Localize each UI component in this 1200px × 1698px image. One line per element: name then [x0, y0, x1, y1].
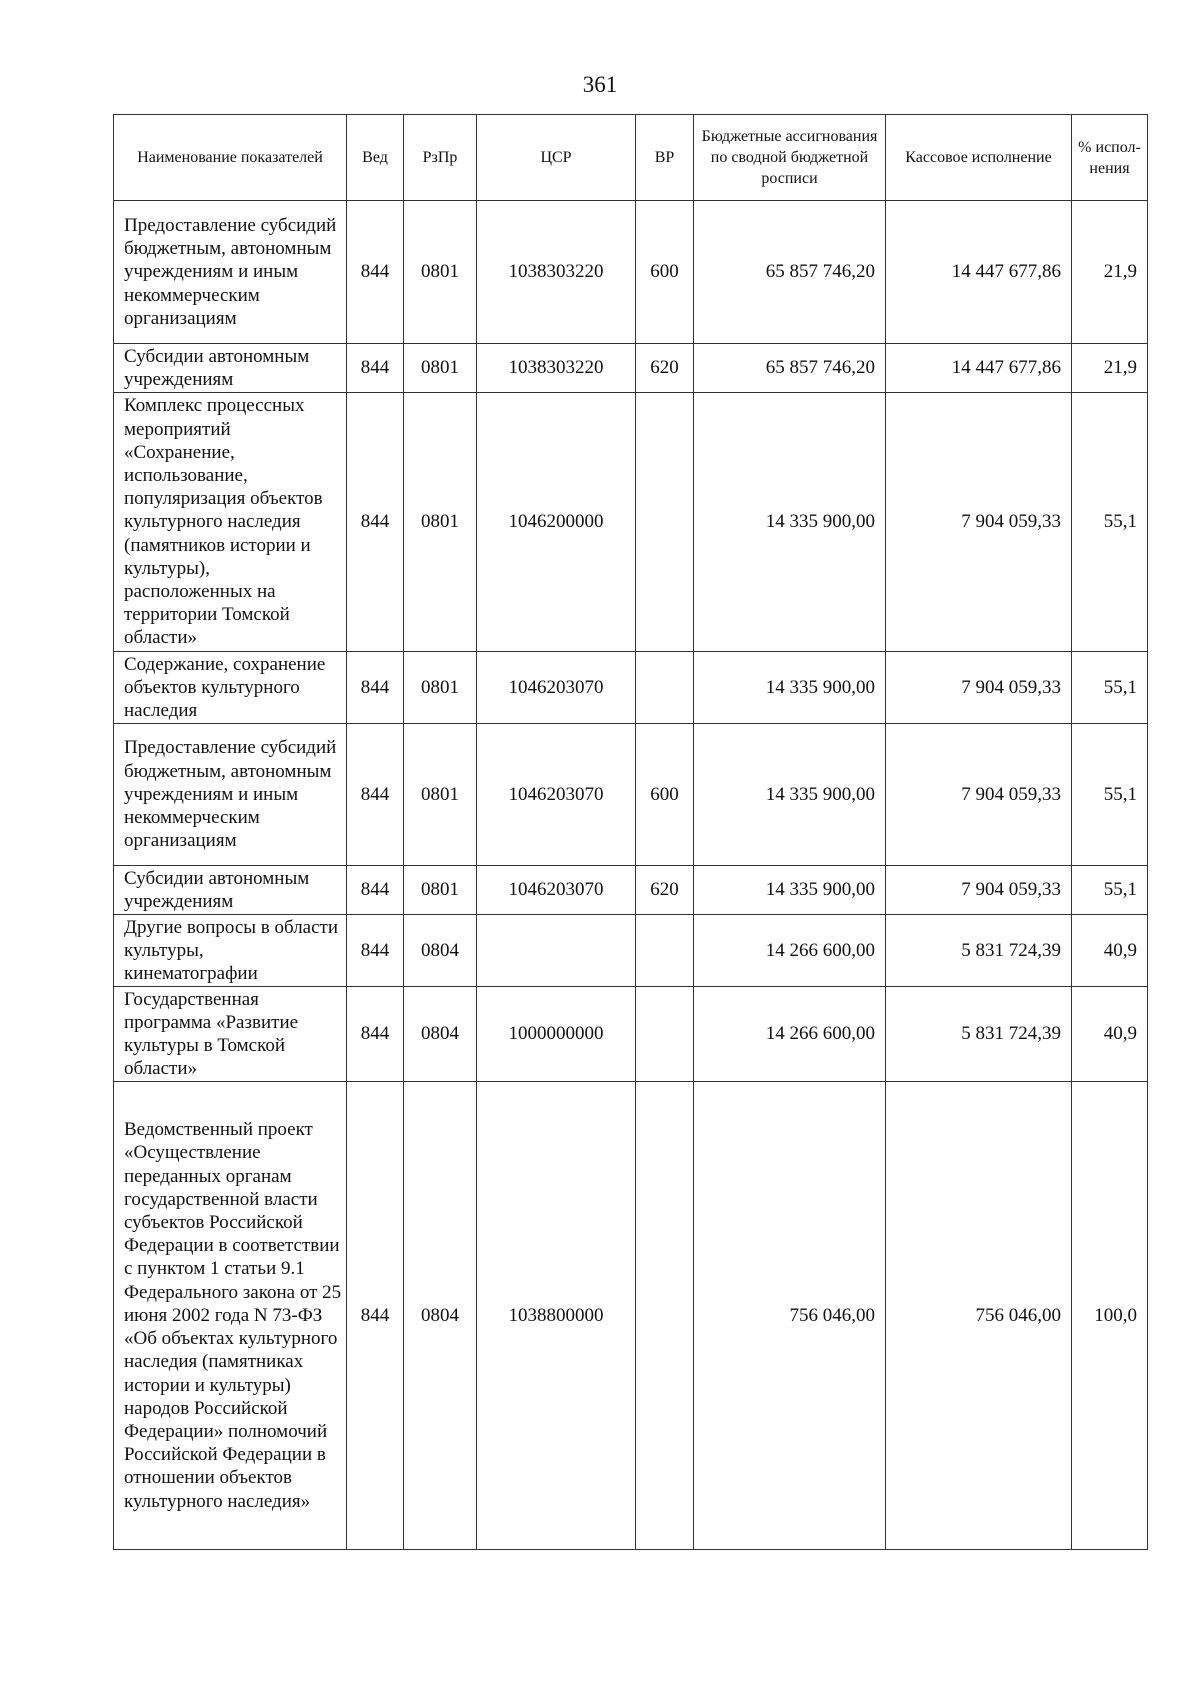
row-budget: 14 335 900,00 — [694, 724, 886, 866]
row-cash: 7 904 059,33 — [886, 652, 1072, 724]
header-ved: Вед — [347, 115, 404, 201]
row-ved: 844 — [347, 1082, 404, 1550]
header-cash: Кассовое исполнение — [886, 115, 1072, 201]
row-name: Содержание, сохранение объектов культурного наследия — [114, 652, 347, 724]
row-name: Комплекс процессных мероприятий «Сохранение, использование, популяризация объектов культурного наследия (памятников истории и культуры), расположенных на территории Томской области» — [114, 393, 347, 652]
row-ved: 844 — [347, 344, 404, 393]
table-row — [114, 866, 1148, 915]
row-vr — [636, 1082, 694, 1550]
row-percent: 40,9 — [1072, 915, 1148, 987]
row-budget: 14 266 600,00 — [694, 915, 886, 987]
header-name: Наименование показателей — [114, 115, 347, 201]
row-cash: 7 904 059,33 — [886, 866, 1072, 915]
row-cash: 5 831 724,39 — [886, 987, 1072, 1082]
row-csr: 1038800000 — [477, 1082, 636, 1550]
row-vr — [636, 652, 694, 724]
row-csr: 1000000000 — [477, 987, 636, 1082]
header-budget: Бюджетные ассигнования по сводной бюджетной росписи — [694, 115, 886, 201]
row-csr: 1046203070 — [477, 724, 636, 866]
row-csr — [477, 915, 636, 987]
table-row — [114, 987, 1148, 1082]
row-percent: 21,9 — [1072, 344, 1148, 393]
row-budget: 14 335 900,00 — [694, 652, 886, 724]
row-csr: 1046200000 — [477, 393, 636, 652]
row-rzpr: 0801 — [404, 652, 477, 724]
row-csr: 1038303220 — [477, 201, 636, 344]
row-name: Другие вопросы в области культуры, кинематографии — [114, 915, 347, 987]
row-percent: 55,1 — [1072, 393, 1148, 652]
table-row — [114, 724, 1148, 866]
row-percent: 55,1 — [1072, 724, 1148, 866]
row-name: Ведомственный проект «Осуществление переданных органам государственной власти субъектов Российской Федерации в соответствии с пунктом 1 статьи 9.1 Федерального закона от 25 июня 2002 года N 73-ФЗ «Об объектах культурного наследия (памятниках истории и культуры) народов Российской Федерации» полномочий Российской Федерации в отношении объектов культурного наследия» — [114, 1082, 347, 1550]
row-cash: 14 447 677,86 — [886, 201, 1072, 344]
row-percent: 55,1 — [1072, 866, 1148, 915]
row-ved: 844 — [347, 393, 404, 652]
row-rzpr: 0801 — [404, 344, 477, 393]
header-percent: % испол-нения — [1072, 115, 1148, 201]
row-vr — [636, 915, 694, 987]
row-ved: 844 — [347, 915, 404, 987]
page-number: 361 — [582, 72, 618, 97]
row-cash: 7 904 059,33 — [886, 724, 1072, 866]
row-ved: 844 — [347, 987, 404, 1082]
row-budget: 14 335 900,00 — [694, 866, 886, 915]
row-budget: 65 857 746,20 — [694, 344, 886, 393]
header-rzpr: РзПр — [404, 115, 477, 201]
row-percent: 100,0 — [1072, 1082, 1148, 1550]
row-vr: 620 — [636, 866, 694, 915]
row-percent: 55,1 — [1072, 652, 1148, 724]
row-rzpr: 0801 — [404, 393, 477, 652]
row-budget: 756 046,00 — [694, 1082, 886, 1550]
row-csr: 1046203070 — [477, 866, 636, 915]
row-rzpr: 0804 — [404, 915, 477, 987]
row-cash: 756 046,00 — [886, 1082, 1072, 1550]
header-vr: ВР — [636, 115, 694, 201]
row-vr — [636, 393, 694, 652]
row-csr: 1046203070 — [477, 652, 636, 724]
row-name: Предоставление субсидий бюджетным, автономным учреждениям и иным некоммерческим организациям — [114, 724, 347, 866]
row-name: Субсидии автономным учреждениям — [114, 866, 347, 915]
row-budget: 65 857 746,20 — [694, 201, 886, 344]
row-cash: 5 831 724,39 — [886, 915, 1072, 987]
row-vr: 600 — [636, 201, 694, 344]
row-csr: 1038303220 — [477, 344, 636, 393]
table-row — [114, 344, 1148, 393]
row-name: Предоставление субсидий бюджетным, автономным учреждениям и иным некоммерческим организациям — [114, 201, 347, 344]
row-rzpr: 0801 — [404, 201, 477, 344]
header-csr: ЦСР — [477, 115, 636, 201]
row-percent: 40,9 — [1072, 987, 1148, 1082]
row-cash: 7 904 059,33 — [886, 393, 1072, 652]
row-rzpr: 0804 — [404, 987, 477, 1082]
table-header-row — [114, 115, 1148, 201]
row-rzpr: 0801 — [404, 724, 477, 866]
table-row — [114, 1082, 1148, 1550]
row-vr: 600 — [636, 724, 694, 866]
row-budget: 14 335 900,00 — [694, 393, 886, 652]
budget-execution-table — [113, 114, 1148, 1550]
row-vr — [636, 987, 694, 1082]
table-row — [114, 393, 1148, 652]
row-name: Субсидии автономным учреждениям — [114, 344, 347, 393]
row-ved: 844 — [347, 201, 404, 344]
row-rzpr: 0801 — [404, 866, 477, 915]
row-vr: 620 — [636, 344, 694, 393]
row-ved: 844 — [347, 866, 404, 915]
row-percent: 21,9 — [1072, 201, 1148, 344]
row-cash: 14 447 677,86 — [886, 344, 1072, 393]
row-budget: 14 266 600,00 — [694, 987, 886, 1082]
row-ved: 844 — [347, 652, 404, 724]
row-ved: 844 — [347, 724, 404, 866]
table-row — [114, 652, 1148, 724]
row-rzpr: 0804 — [404, 1082, 477, 1550]
table-row — [114, 915, 1148, 987]
row-name: Государственная программа «Развитие культуры в Томской области» — [114, 987, 347, 1082]
table-row — [114, 201, 1148, 344]
